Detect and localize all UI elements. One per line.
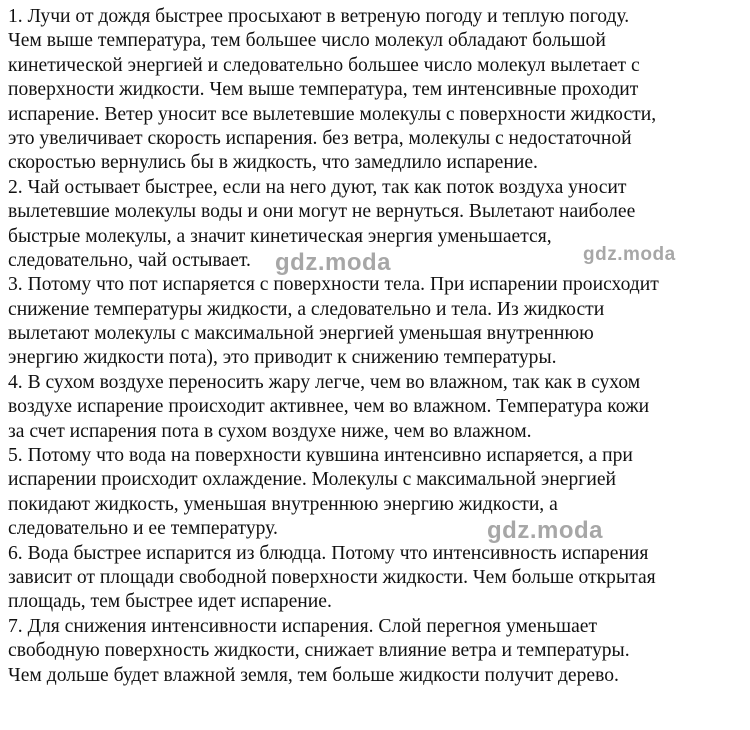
text-line: испарении происходит охлаждение. Молекулы с максимальной энергией	[8, 469, 617, 491]
watermark: gdz.moda	[275, 249, 391, 276]
text-line: зависит от площади свободной поверхности жидкости. Чем больше открытая	[8, 566, 656, 588]
text-line: поверхности жидкости. Чем выше температура, тем интенсивные проходит	[8, 79, 639, 101]
text-line: вылетают молекулы с максимальной энергией уменьшая внутреннюю	[8, 323, 594, 345]
text-line: энергию жидкости пота), это приводит к снижению температуры.	[8, 347, 557, 369]
answer-text	[8, 5, 743, 688]
text-line: воздухе испарение происходит активнее, чем во влажном. Температура кожи	[8, 396, 650, 418]
text-line: вылетевшие молекулы воды и они могут не вернуться. Вылетают наиболее	[8, 201, 636, 223]
text-line: Чем выше температура, тем большее число молекул обладают большой	[8, 30, 606, 52]
text-line: это увеличивает скорость испарения. без ветра, молекулы с недостаточной	[8, 127, 632, 149]
text-line: площадь, тем быстрее идет испарение.	[8, 591, 332, 613]
text-line: 3. Потому что пот испаряется с поверхности тела. При испарении происходит	[8, 274, 659, 296]
text-line: испарение. Ветер уносит все вылетевшие молекулы с поверхности жидкости,	[8, 103, 657, 125]
text-line: за счет испарения пота в сухом воздухе ниже, чем во влажном.	[8, 420, 532, 442]
text-line: покидают жидкость, уменьшая внутреннюю энергию жидкости, а	[8, 493, 558, 515]
text-line: кинетической энергией и следовательно большее число молекул вылетает с	[8, 54, 640, 76]
text-line: 2. Чай остывает быстрее, если на него дуют, так как поток воздуха уносит	[8, 176, 627, 198]
text-line: Чем дольше будет влажной земля, тем больше жидкости получит дерево.	[8, 664, 619, 686]
watermark: gdz.moda	[583, 244, 676, 265]
text-line: 7. Для снижения интенсивности испарения. Слой перегноя уменьшает	[8, 615, 598, 637]
text-line: 4. В сухом воздухе переносить жару легче, чем во влажном, так как в сухом	[8, 371, 641, 393]
text-line: 6. Вода быстрее испарится из блюдца. Потому что интенсивность испарения	[8, 542, 649, 564]
text-line: скоростью вернулись бы в жидкость, что замедлило испарение.	[8, 152, 538, 174]
text-line: следовательно, чай остывает.	[8, 249, 251, 271]
text-line: свободную поверхность жидкости, снижает влияние ветра и температуры.	[8, 640, 630, 662]
text-line: 5. Потому что вода на поверхности кувшина интенсивно испаряется, а при	[8, 445, 633, 467]
text-line: снижение температуры жидкости, а следовательно и тела. Из жидкости	[8, 298, 605, 320]
text-line: следовательно и ее температуру.	[8, 518, 278, 540]
text-line: 1. Лучи от дождя быстрее просыхают в ветреную погоду и теплую погоду.	[8, 6, 630, 27]
watermark: gdz.moda	[487, 517, 603, 544]
text-line: быстрые молекулы, а значит кинетическая энергия уменьшается,	[8, 225, 552, 247]
